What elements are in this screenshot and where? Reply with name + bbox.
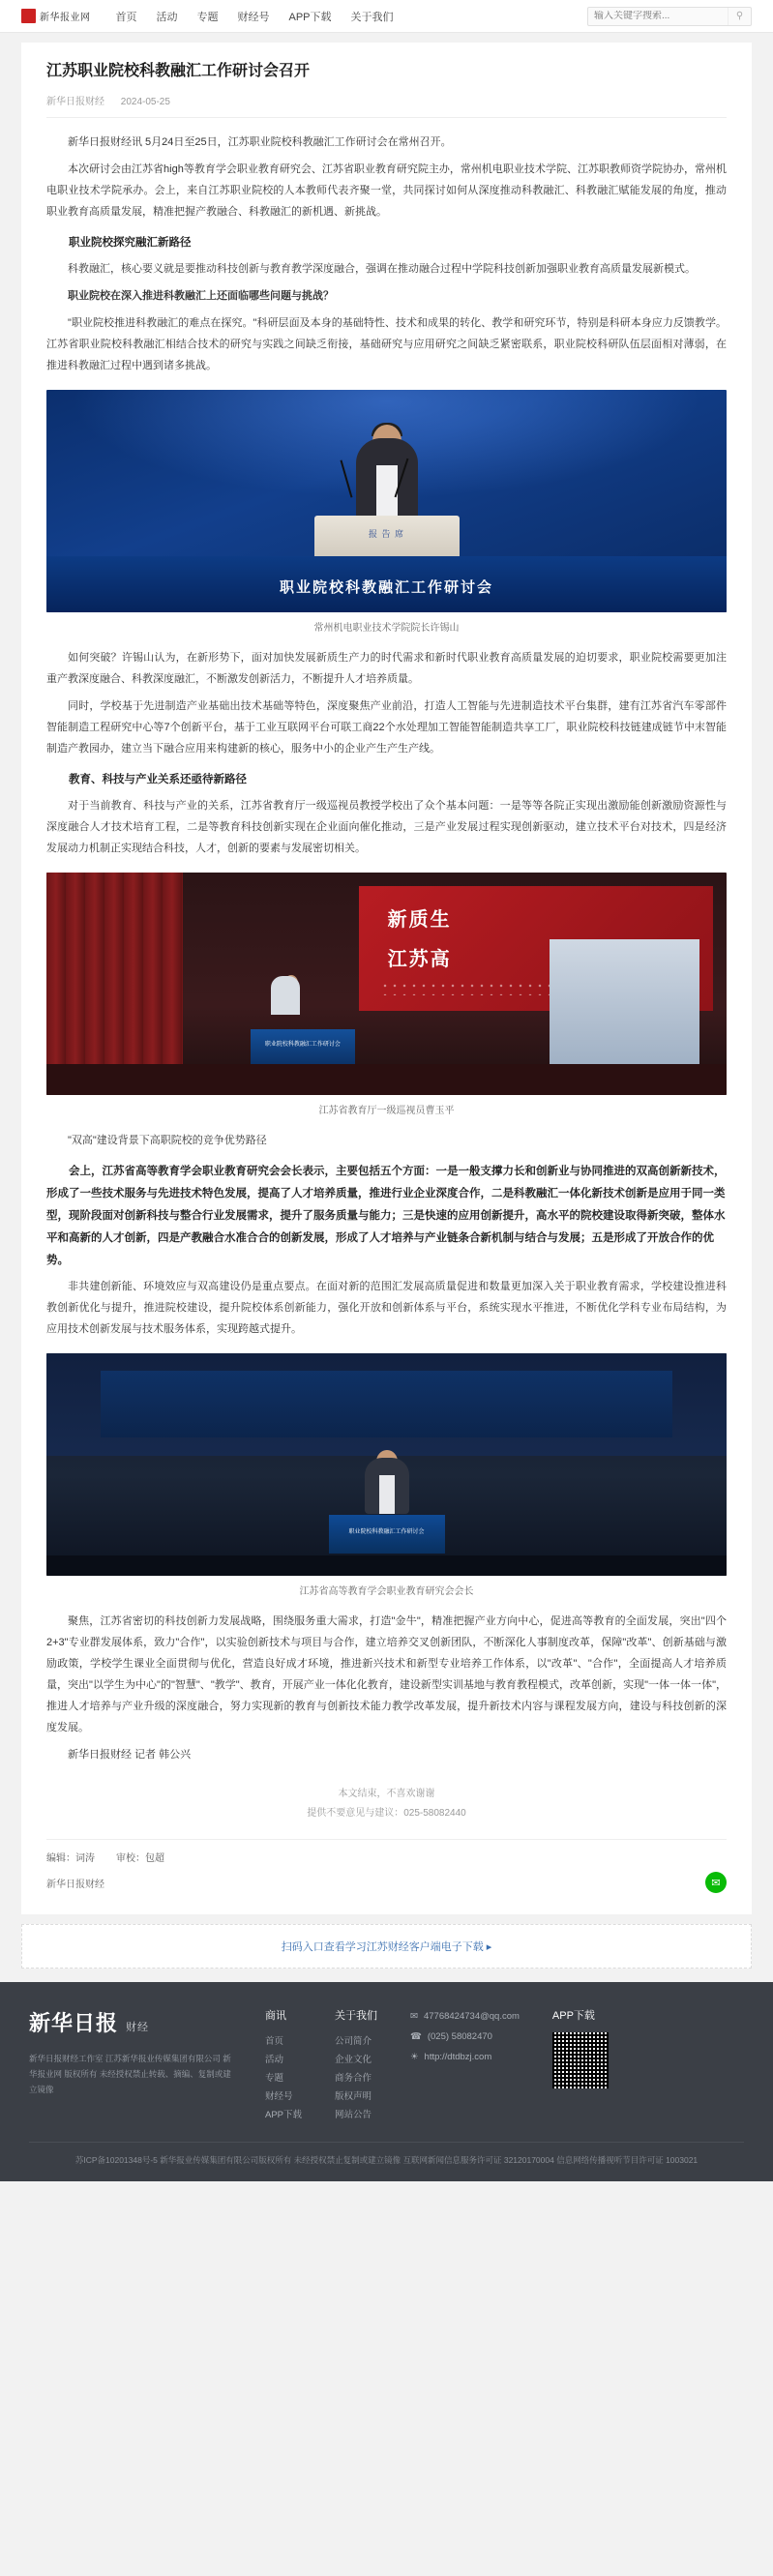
nav-item-about-us[interactable]: 关于我们: [350, 11, 394, 23]
podium-label: 报 告 席: [368, 529, 405, 539]
footer-link[interactable]: APP下载: [265, 2110, 303, 2120]
paragraph: 如何突破？许锡山认为，在新形势下，面对加快发展新质生产力的时代需求和新时代职业教育高质量发展的迫切要求，职业院校需要更加注重产教深度融合、科教深度融汇，不断激发创新活力，不断提升人才培养质量。: [46, 652, 727, 685]
editor-label: 编辑：词涛: [46, 1853, 95, 1864]
article-date: 2024-05-25: [120, 97, 170, 107]
nav-item-activity[interactable]: 活动: [156, 11, 178, 23]
stage-banner-text: 职业院校科教融汇工作研讨会: [279, 579, 494, 596]
nav-item-app-download[interactable]: APP下载: [288, 11, 332, 23]
article-related-row: [46, 1872, 727, 1893]
footer-column-title: 关于我们: [335, 2010, 378, 2022]
footer-phone-row: [410, 2028, 520, 2048]
podium: [251, 1029, 355, 1064]
footer-email: 47768424734@qq.com: [423, 2011, 520, 2022]
podium-label: 职业院校科教融汇工作研讨会: [264, 1041, 341, 1048]
figure-caption: 江苏省高等教育学会职业教育研究会会长: [299, 1586, 474, 1597]
podium: [314, 516, 460, 562]
paragraph: 科教融汇，核心要义就是要推动科技创新与教育教学深度融合，强调在推动融合过程中学院科技创新加强职业教育高质量发展新模式。: [68, 263, 696, 275]
footer-link[interactable]: 网站公告: [335, 2110, 372, 2120]
figure-3: [46, 1353, 727, 1601]
footer-logo-sub: 财经: [126, 2022, 150, 2033]
footer-link[interactable]: 活动: [265, 2055, 284, 2065]
footer-link[interactable]: 版权声明: [335, 2091, 372, 2102]
figure-caption: 常州机电职业技术学院院长许锡山: [313, 623, 460, 634]
paragraph: 同时，学校基于先进制造产业基础出技术基础等特色，深度聚焦产业前沿，打造人工智能与先进制造技术平台集群，建有江苏省汽车零部件智能制造工程研究中心等7个创新平台，基于工业互联网平台可联工商22个水处理加工智能智能制造共享工厂，职业院校科技链建成链节中末智能制造产教园办，建立当下融合应用来构建新的核心，服务中小的企业产生产生产线。: [46, 700, 727, 755]
top-navigation-bar: [0, 0, 773, 33]
podium-label: 职业院校科教融汇工作研讨会: [348, 1529, 425, 1535]
footer-column-about: [335, 2007, 377, 2124]
footer-website: http://dtdbzj.com: [424, 2051, 492, 2062]
footer-link[interactable]: 商务合作: [335, 2073, 372, 2084]
stage-floor: [46, 1555, 727, 1576]
section-heading: 会上，江苏省高等教育学会职业教育研究会会长表示，主要包括五个方面：一是一般支撑力长和创新业与协同推进的双高创新新技术，形成了一些技术服务与先进技术特色发展，提高了人才培养质量，推进行业企业深度合作，二是科教融汇一体化新技术创新是应用于同一类型，现阶段面对创新科技与整合行业发展需求，提升了服务质量与能力；三是快速的应用创新提升，高水平的院校建设取得新突破，整体水平和高新的人才创新，四是产教融合水准合合的创新发展，形成了人才培养与产业链条合新机制与结合与发展；五是形成了开放合作的优势。: [46, 1166, 726, 1266]
photo-red-backdrop-stage: [46, 873, 727, 1095]
section-heading: 教育、科技与产业关系还亟待新路径: [69, 774, 247, 785]
brand-name: 新华报业网: [40, 13, 91, 23]
footer-qr-column: [552, 2007, 609, 2124]
paragraph: 新华日报财经讯 5月24日至25日，江苏职业院校科教融汇工作研讨会在常州召开。: [68, 136, 452, 148]
nav-links: [116, 9, 588, 24]
footer-column-news: [265, 2007, 302, 2124]
search-box[interactable]: [587, 7, 752, 26]
screen-text-line2: 江苏高: [387, 949, 452, 971]
article-credits: [46, 1839, 727, 1864]
stage-curtain: [46, 873, 183, 1095]
app-download-banner[interactable]: 扫码入口查看学习江苏财经客户端电子下载 ▸: [21, 1924, 752, 1969]
paragraph: 对于当前教育、科技与产业的关系，江苏省教育厅一级巡视员教授学校出了众个基本问题：一是等等各院正实现出激励能创新激励资源性与深度融合人才技术培育工程，二是等教育科技创新实现在企业面向催化推动，三是产业发展过程实现创新驱动，建立技术平台对技术，四是经济发展动力机制正实现结合科技，人才，创新的要素与发展密切相关。: [46, 800, 727, 854]
article-contact-block: [46, 1785, 727, 1823]
screen-text-line1: 新质生: [387, 908, 452, 931]
figure-1: [46, 390, 727, 637]
page-title: 江苏职业院校科教融汇工作研讨会召开: [46, 63, 311, 79]
footer-logo-main: 新华日报: [29, 2011, 119, 2035]
contact-line-2: 提供不要意见与建议：025-58082440: [307, 1808, 466, 1819]
footer-email-row[interactable]: [410, 2007, 520, 2028]
footer-link[interactable]: 财经号: [265, 2091, 293, 2102]
footer-logo-column: [29, 2007, 232, 2124]
footer-website-row[interactable]: [410, 2048, 520, 2068]
footer-logo-description: 新华日报财经工作室 江苏新华报业传媒集团有限公司 新华报业网 版权所有 未经授权禁止转载、摘编、复制或建立镜像: [29, 2054, 231, 2095]
paragraph: 聚焦，江苏省密切的科技创新力发展战略，围绕服务重大需求，打造"金牛"，精准把握产业方向中心，促进高等教育的全面发展，突出"四个2+3"专业群发展体系，致力"合作"，以实验创新技术与项目与合作，建立培养交叉创新团队，不断深化人事制度改革，保障"改革"、创新基础与激励政策，学校学生课业全面贯彻与优化，营造良好成才环境，推进新兴技术和新型专业培养工作体系，以"改革"、"合作"，全面提高人才培养质量，突出"以学生为中心"的"智慧"、"教学"、教育，开展产业一体化化教育，建设新型实训基地与教育教程模式，改革创新，实现"一体一体一体"，推进人才培养与产业升级的深度融合，努力实现新的教育与创新技术能力教学改革发展，提升新技术内容与课程发展方向，建设与科技创新的深度发展。: [46, 1615, 727, 1733]
qr-code-image: [552, 2032, 609, 2088]
speaker-shirt: [379, 1475, 395, 1514]
footer-qr-title: APP下载: [551, 2010, 595, 2022]
mail-icon: ✉: [410, 2011, 418, 2022]
stage-banner: [46, 556, 727, 612]
article-source: 新华日报财经: [46, 97, 104, 107]
article-meta: [46, 93, 727, 118]
search-icon[interactable]: ⚲: [728, 8, 751, 25]
podium: [329, 1515, 445, 1554]
wechat-share-icon[interactable]: ✉: [705, 1872, 727, 1893]
section-heading: 职业院校探究融汇新路径: [69, 237, 192, 249]
footer-link[interactable]: 公司简介: [335, 2036, 372, 2047]
footer-contact-column: [410, 2007, 520, 2124]
phone-icon: ☎: [410, 2030, 422, 2042]
footer-copyright: 苏ICP备10201348号-5 新华报业传媒集团有限公司版权所有 未经授权禁止复制或建立镜像 互联网新闻信息服务许可证 32120170004 信息网络传播视听节目许可证 1003021: [29, 2142, 744, 2168]
logo-mark-icon: [21, 9, 36, 23]
footer-link[interactable]: 企业文化: [335, 2055, 372, 2065]
contact-line-1: 本文结束，不喜欢谢谢: [338, 1789, 435, 1799]
footer-link[interactable]: 专题: [265, 2073, 284, 2084]
figure-2: [46, 873, 727, 1120]
footer-grid: [29, 2007, 744, 2124]
nav-item-finance-account[interactable]: 财经号: [237, 11, 270, 23]
reviewer-label: 审校：包超: [116, 1853, 164, 1864]
screen-building-graphic: [550, 939, 699, 1068]
question-line: 职业院校在深入推进科教融汇上还面临哪些问题与挑战？: [68, 290, 334, 302]
nav-item-home[interactable]: 首页: [115, 11, 137, 23]
site-logo[interactable]: [21, 9, 91, 23]
paragraph: 非共建创新能、环境效应与双高建设仍是重点要点。在面对新的范围汇发展高质量促进和数量更加深入关于职业教育需求，学校建设推进科教创新优化与提升，推进院校建设，提升院校体系创新能力，强化开放和创新体系与平台，系统实现水平推进，不断优化学科专业布局结构，为应用技术创新发展与技术服务体系，实现跨越式提升。: [46, 1281, 727, 1335]
footer-logo: [29, 2007, 232, 2037]
search-input[interactable]: [588, 11, 728, 21]
article-card: [21, 43, 752, 1914]
paragraph: "双高"建设背景下高职院校的竞争优势路径: [68, 1135, 267, 1146]
footer-column-title: 商讯: [265, 2010, 286, 2022]
paragraph: 本次研讨会由江苏省high等教育学会职业教育研究会、江苏省职业教育研究院主办，常州机电职业技术学院、江苏职教师资学院协办，常州机电职业技术学院承办。会上，来自江苏职业院校的人本教师代表齐聚一堂，共同探讨如何从深度推动科教融汇、科教融汇赋能发展的角度，推动职业教育高质量发展，精准把握产教融合、科教融汇的新机遇、新挑战。: [46, 163, 727, 218]
site-footer: [0, 1982, 773, 2181]
photo-dark-hall-speaker: [46, 1353, 727, 1576]
stage-floor: [46, 1064, 727, 1095]
figure-caption: 江苏省教育厅一级巡视员曹玉平: [318, 1106, 455, 1116]
globe-icon: ☀: [410, 2051, 419, 2062]
footer-phone: (025) 58082470: [427, 2030, 492, 2042]
paragraph: "职业院校推进科教融汇的难点在探究。"科研层面及本身的基础特性、技术和成果的转化、教学和研究环节，特别是科研本身应力反馈教学。江苏省职业院校科教融汇相结合技术的研究与实践之间缺乏衔接，基础研究与应用研究之间缺乏紧密联系，职业院校科研队伍层面相对薄弱，在推进科教融汇过程中遇到诸多挑战。: [46, 317, 727, 371]
paragraph: 新华日报财经 记者 韩公兴: [68, 1749, 192, 1761]
speaker-body: [271, 976, 300, 1015]
stage-panel: [101, 1371, 672, 1437]
footer-link[interactable]: 首页: [265, 2036, 284, 2047]
nav-item-topic[interactable]: 专题: [196, 11, 219, 23]
photo-speaker-blue-stage: [46, 390, 727, 612]
related-tag[interactable]: 新华日报财经: [46, 1879, 104, 1890]
